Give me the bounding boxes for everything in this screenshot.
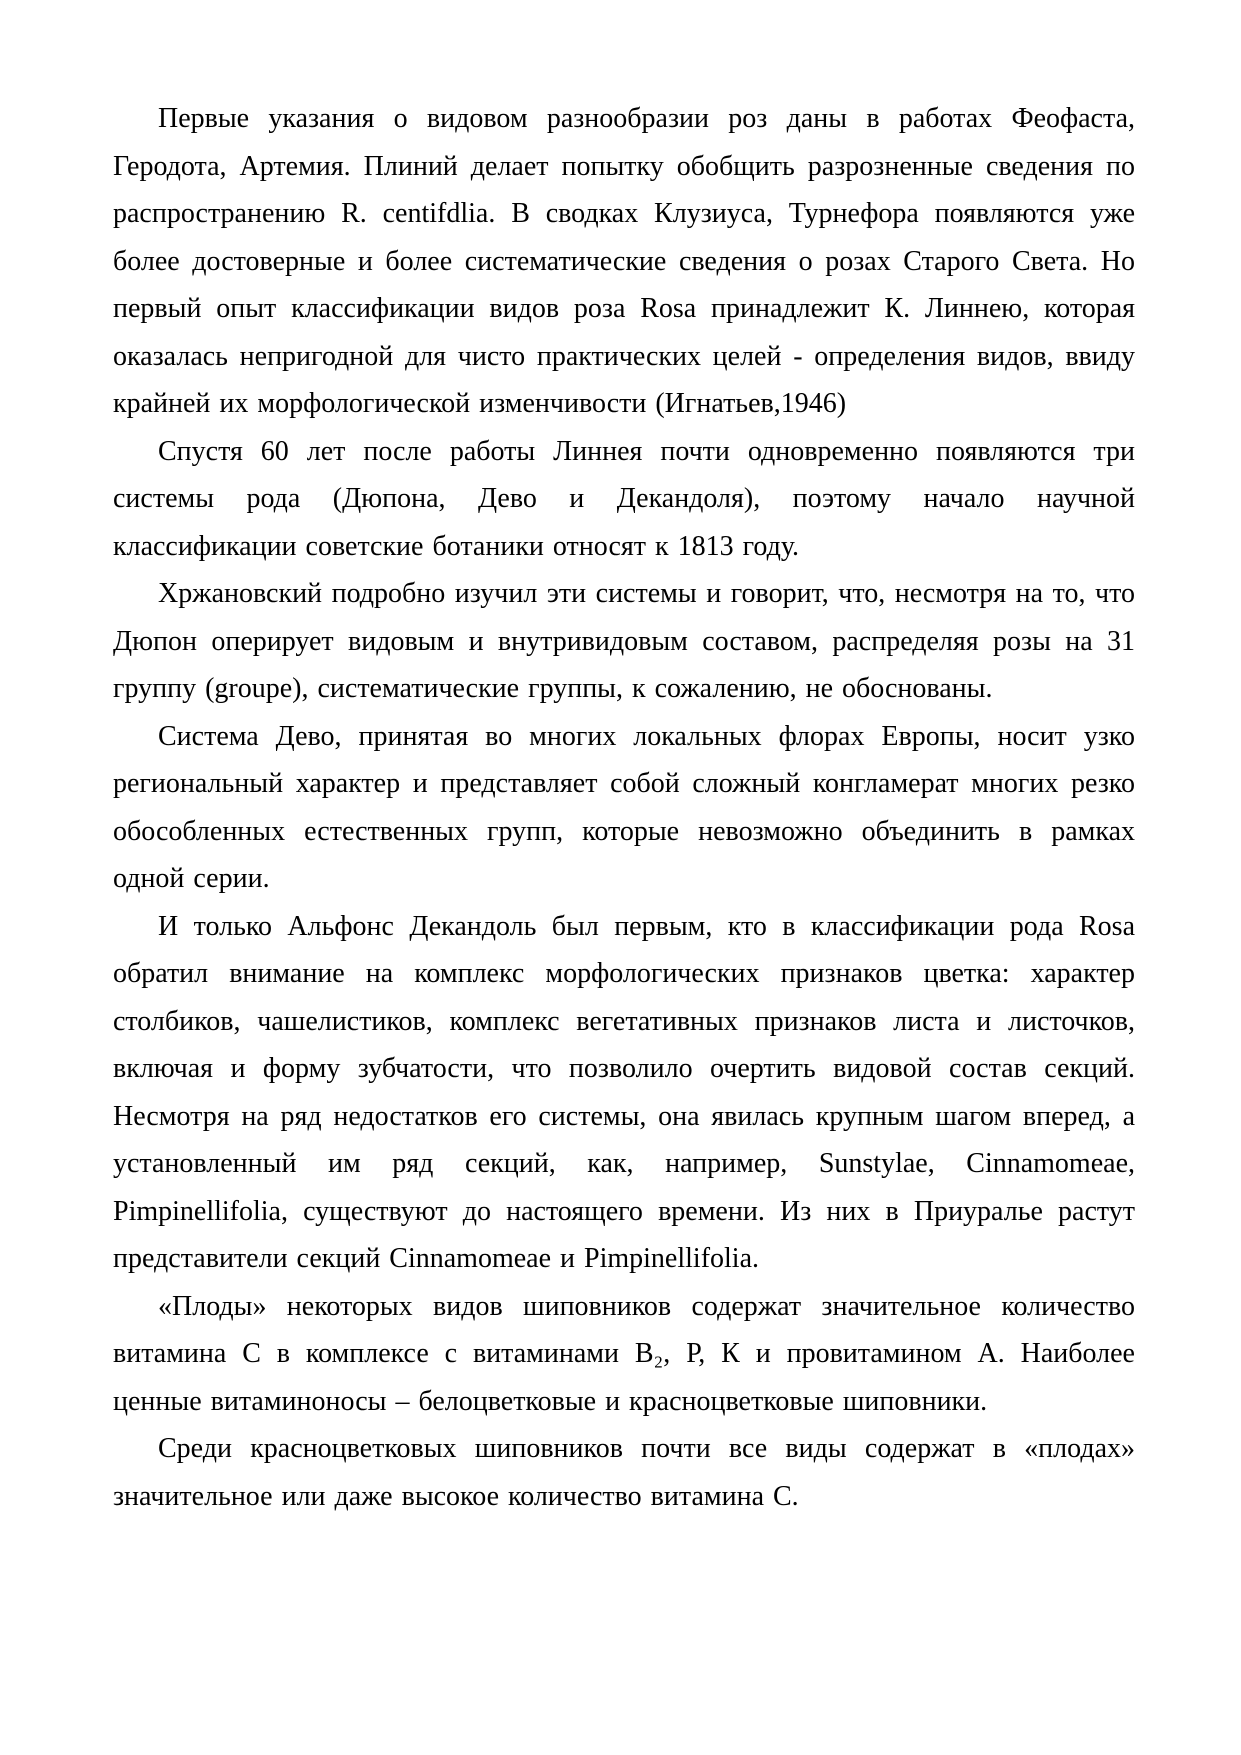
paragraph: Первые указания о видовом разнообразии роз даны в работах Феофаста, Геродота, Артемия. Плиний делает попытку обобщить разрозненные сведения по распространению R. centifdlia. В сводках Клузиуса, Турнефора появляются уже более достоверные и более систематические сведения о розах Старого Света. Но первый опыт классификации видов роза Rosa принадлежит К. Линнею, которая оказалась непригодной для чисто практических целей - определения видов, ввиду крайней их морфологической изменчивости (Игнатьев,1946) — [113, 103, 1135, 419]
paragraph: И только Альфонс Декандоль был первым, кто в классификации рода Rosa обратил внимание на комплекс морфологических признаков цветка: характер столбиков, чашелистиков, комплекс вегетативных признаков листа и листочков, включая и форму зубчатости, что позволило очертить видовой состав секций. Несмотря на ряд недостатков его системы, она явилась крупным шагом вперед, а установленный им ряд секций, как, например, Sunstylae, Cinnamomeae, Pimpinellifolia, существуют до настоящего времени. Из них в Приуралье растут представители секций Cinnamomeae и Pimpinellifolia. — [113, 910, 1135, 1274]
paragraph: Хржановский подробно изучил эти системы и говорит, что, несмотря на то, что Дюпон оперирует видовым и внутривидовым составом, распределяя розы на 31 группу (groupe), систематические группы, к сожалению, не обоснованы. — [113, 578, 1135, 704]
paragraph: Среди красноцветковых шиповников почти все виды содержат в «плодах» значительное или даже высокое количество витамина С. — [113, 1433, 1135, 1512]
document-body — [113, 95, 1135, 1520]
paragraph: Система Дево, принятая во многих локальных флорах Европы, носит узко региональный характер и представляет собой сложный конгламерат многих резко обособленных естественных групп, которые невозможно объединить в рамках одной серии. — [113, 720, 1135, 894]
paragraph: «Плоды» некоторых видов шиповников содержат значительное количество витамина С в комплексе с витаминами В₂, Р, К и провитамином А. Наиболее ценные витаминоносы – белоцветковые и красноцветковые шиповники. — [113, 1290, 1135, 1417]
paragraph: Спустя 60 лет после работы Линнея почти одновременно появляются три системы рода (Дюпона, Дево и Декандоля), поэтому начало научной классификации советские ботаники относят к 1813 году. — [113, 435, 1135, 562]
